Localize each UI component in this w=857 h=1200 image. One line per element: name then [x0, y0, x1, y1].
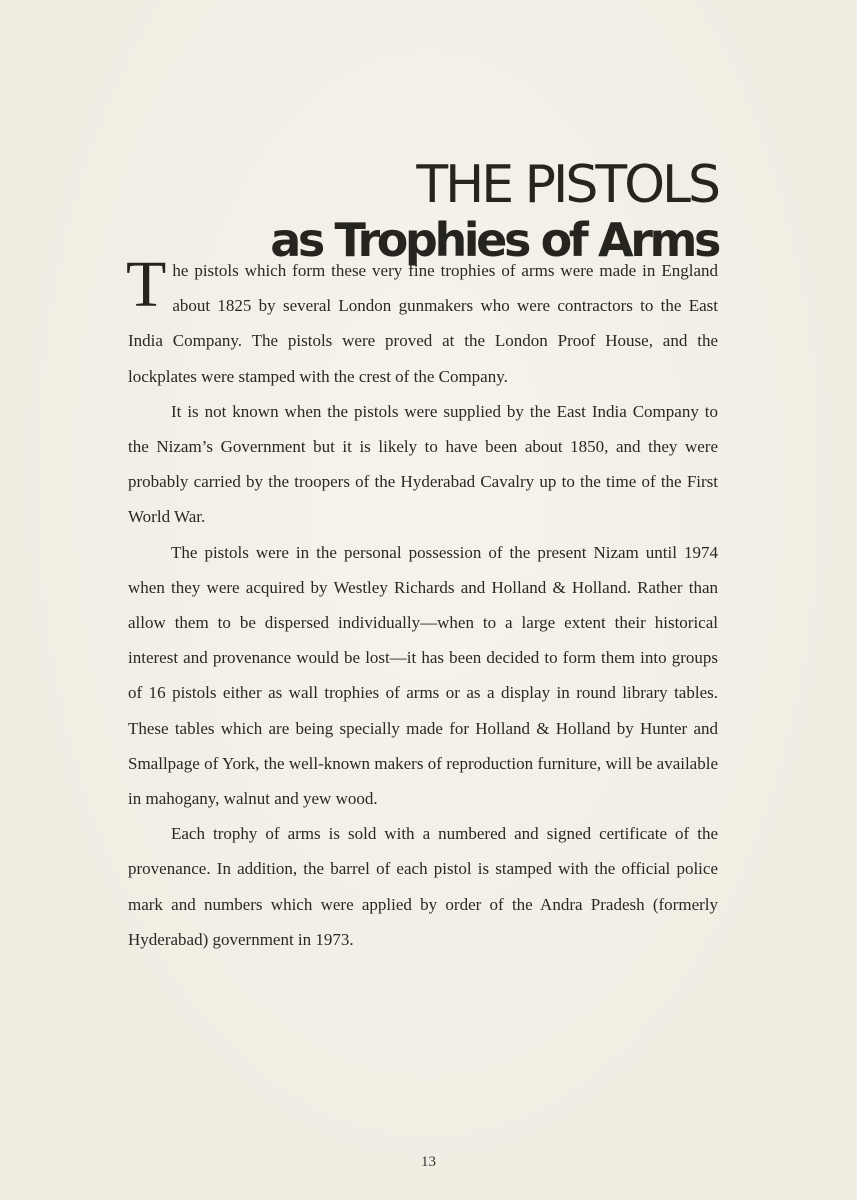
page-title [270, 155, 718, 268]
drop-cap: T [126, 248, 167, 321]
paragraph-1-text: he pistols which form these very fine trophies of arms were made in England about 1825 by several London gunmakers who were contractors to the East India Company. The pistols were proved at the London Proof House, and the lockplates were stamped with the crest of the Company. [128, 261, 718, 386]
paragraph-2: It is not known when the pistols were supplied by the East India Company to the Nizam’s Government but it is likely to have been about 1850, and they were probably carried by the troopers of the Hyderabad Cavalry up to the time of the First World War. [128, 401, 718, 527]
title-line-1: THE PISTOLS [416, 155, 718, 216]
paragraph-1 [126, 248, 718, 394]
paragraph-3: The pistols were in the personal possession of the present Nizam until 1974 when they were acquired by Westley Richards and Holland & Holland. Rather than allow them to be dispersed individually—when to a large extent their historical interest and provenance would be lost—it has been decided to form them into groups of 16 pistols either as wall trophies of arms or as a display in round library tables. These tables which are being specially made for Holland & Holland by Hunter and Smallpage of York, the well-known makers of reproduction furniture, will be available in mahogany, walnut and yew wood. [128, 542, 718, 809]
title-line-2: as Trophies of Arms [270, 213, 718, 268]
article-body [126, 248, 718, 957]
page-number: 13 [421, 1154, 436, 1170]
paragraph-4: Each trophy of arms is sold with a numbered and signed certificate of the provenance. In addition, the barrel of each pistol is stamped with the official police mark and numbers which were applied by order of the Andra Pradesh (formerly Hyderabad) government in 1973. [128, 824, 718, 949]
